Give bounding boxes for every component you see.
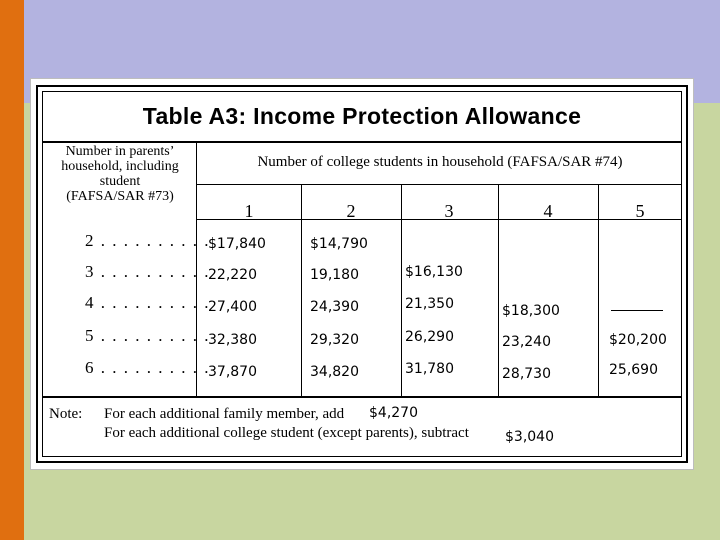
cell-r4-c2: 24,390 [310,299,359,315]
note-label: Note: [49,406,83,422]
college-students-header: Number of college students in household (FAFSA/SAR #74) [257,154,623,170]
note-line-1: For each additional family member, add [104,406,345,422]
row-label-5: 5 . . . . . . . . . . [85,326,210,345]
cell-r6-c2: 34,820 [310,364,359,380]
cell-r2-c1: $17,840 [208,236,266,252]
row-label-6: 6 . . . . . . . . . . [85,358,210,377]
cell-r3-c3: $16,130 [405,264,463,280]
row-label-4: 4 . . . . . . . . . . [85,293,210,312]
cell-r6-c3: 31,780 [405,361,454,377]
cell-r3-c1: 22,220 [208,267,257,283]
cell-r5-c2: 29,320 [310,332,359,348]
row-label-2: 2 . . . . . . . . . . [85,231,210,250]
cell-r6-c1: 37,870 [208,364,257,380]
column-number-1: 1 [244,201,254,221]
cell-r2-c2: $14,790 [310,236,368,252]
income-protection-table [42,91,682,457]
cell-r4-c4: $18,300 [502,303,560,319]
note-line-2-value: $3,040 [505,429,554,445]
cell-r3-c2: 19,180 [310,267,359,283]
cell-r5-c1: 32,380 [208,332,257,348]
header-subdivider [196,184,681,185]
household-header-line-3: student [99,174,141,189]
notes-divider [43,396,681,398]
household-header-line-1: Number in parents’ [65,144,175,159]
cell-r5-c3: 26,290 [405,329,454,345]
col-divider-4 [598,185,599,396]
column-number-4: 4 [543,201,553,221]
cell-r4-c3: 21,350 [405,296,454,312]
slide-left-accent-bar [0,0,24,540]
cell-r6-c5: 25,690 [609,362,658,378]
col-divider-1 [301,185,302,396]
table-title: Table A3: Income Protection Allowance [142,103,582,129]
cell-r4-c1: 27,400 [208,299,257,315]
cell-r5-c5: $20,200 [609,332,667,348]
table-image-frame [30,78,694,470]
table-outer-border [36,85,688,463]
column-number-2: 2 [346,201,356,221]
column-number-3: 3 [444,201,454,221]
cell-r4-c5-dash [611,310,663,311]
note-line-1-value: $4,270 [369,405,418,421]
row-label-3: 3 . . . . . . . . . . [85,262,210,281]
household-header-line-4: (FAFSA/SAR #73) [66,189,174,204]
col-divider-2 [401,185,402,396]
column-number-5: 5 [635,201,645,221]
note-line-2: For each additional college student (except parents), subtract [104,425,469,441]
cell-r6-c4: 28,730 [502,366,551,382]
col-divider-3 [498,185,499,396]
household-size-header [45,144,195,204]
household-header-line-2: household, including [61,159,179,174]
title-divider [43,141,681,143]
cell-r5-c4: 23,240 [502,334,551,350]
